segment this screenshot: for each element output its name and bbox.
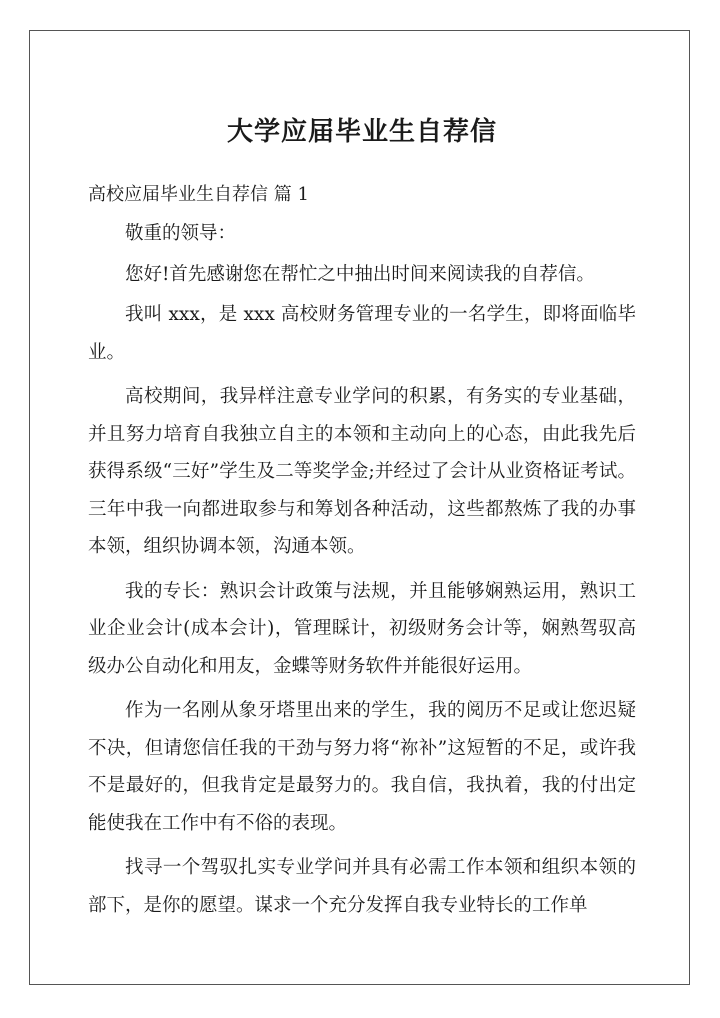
intro-paragraph: 我叫 xxx，是 xxx 高校财务管理专业的一名学生，即将面临毕业。 [88, 304, 636, 363]
letter-body [88, 215, 636, 931]
commitment-paragraph: 作为一名刚从象牙塔里出来的学生，我的阅历不足或让您迟疑不决，但请您信任我的干劲与努力将“祢补”这短暂的不足，或许我不是最好的，但我肯定是最努力的。我自信，我执着，我的付出定能使我在工作中有不俗的表现。 [88, 700, 636, 834]
greeting-paragraph: 您好!首先感谢您在帮忙之中抽出时间来阅读我的自荐信。 [125, 263, 595, 285]
salutation: 敬重的领导： [125, 223, 237, 244]
document-title: 大学应届毕业生自荐信 [226, 117, 497, 147]
closing-paragraph: 找寻一个驾驭扎实专业学问并具有必需工作本领和组织本领的部下，是你的愿望。谋求一个充分发挥自我专业特长的工作单 [88, 857, 636, 916]
study-paragraph: 高校期间，我异样注意专业学问的积累，有务实的专业基础，并且努力培育自我独立自主的本领和主动向上的心态，由此我先后获得系级“三好”学生及二等奖学金;并经过了会计从业资格证考试。三年中我一向都进取参与和筹划各种活动，这些都熬炼了我的办事本领，组织协调本领，沟通本领。 [88, 386, 636, 557]
skills-paragraph: 我的专长：熟识会计政策与法规，并且能够娴熟运用，熟识工业企业会计(成本会计)，管理睬计，初级财务会计等，娴熟驾驭高级办公自动化和用友，金蝶等财务软件并能很好运用。 [88, 580, 636, 677]
document-subtitle: 高校应届毕业生自荐信 篇 1 [88, 184, 309, 205]
